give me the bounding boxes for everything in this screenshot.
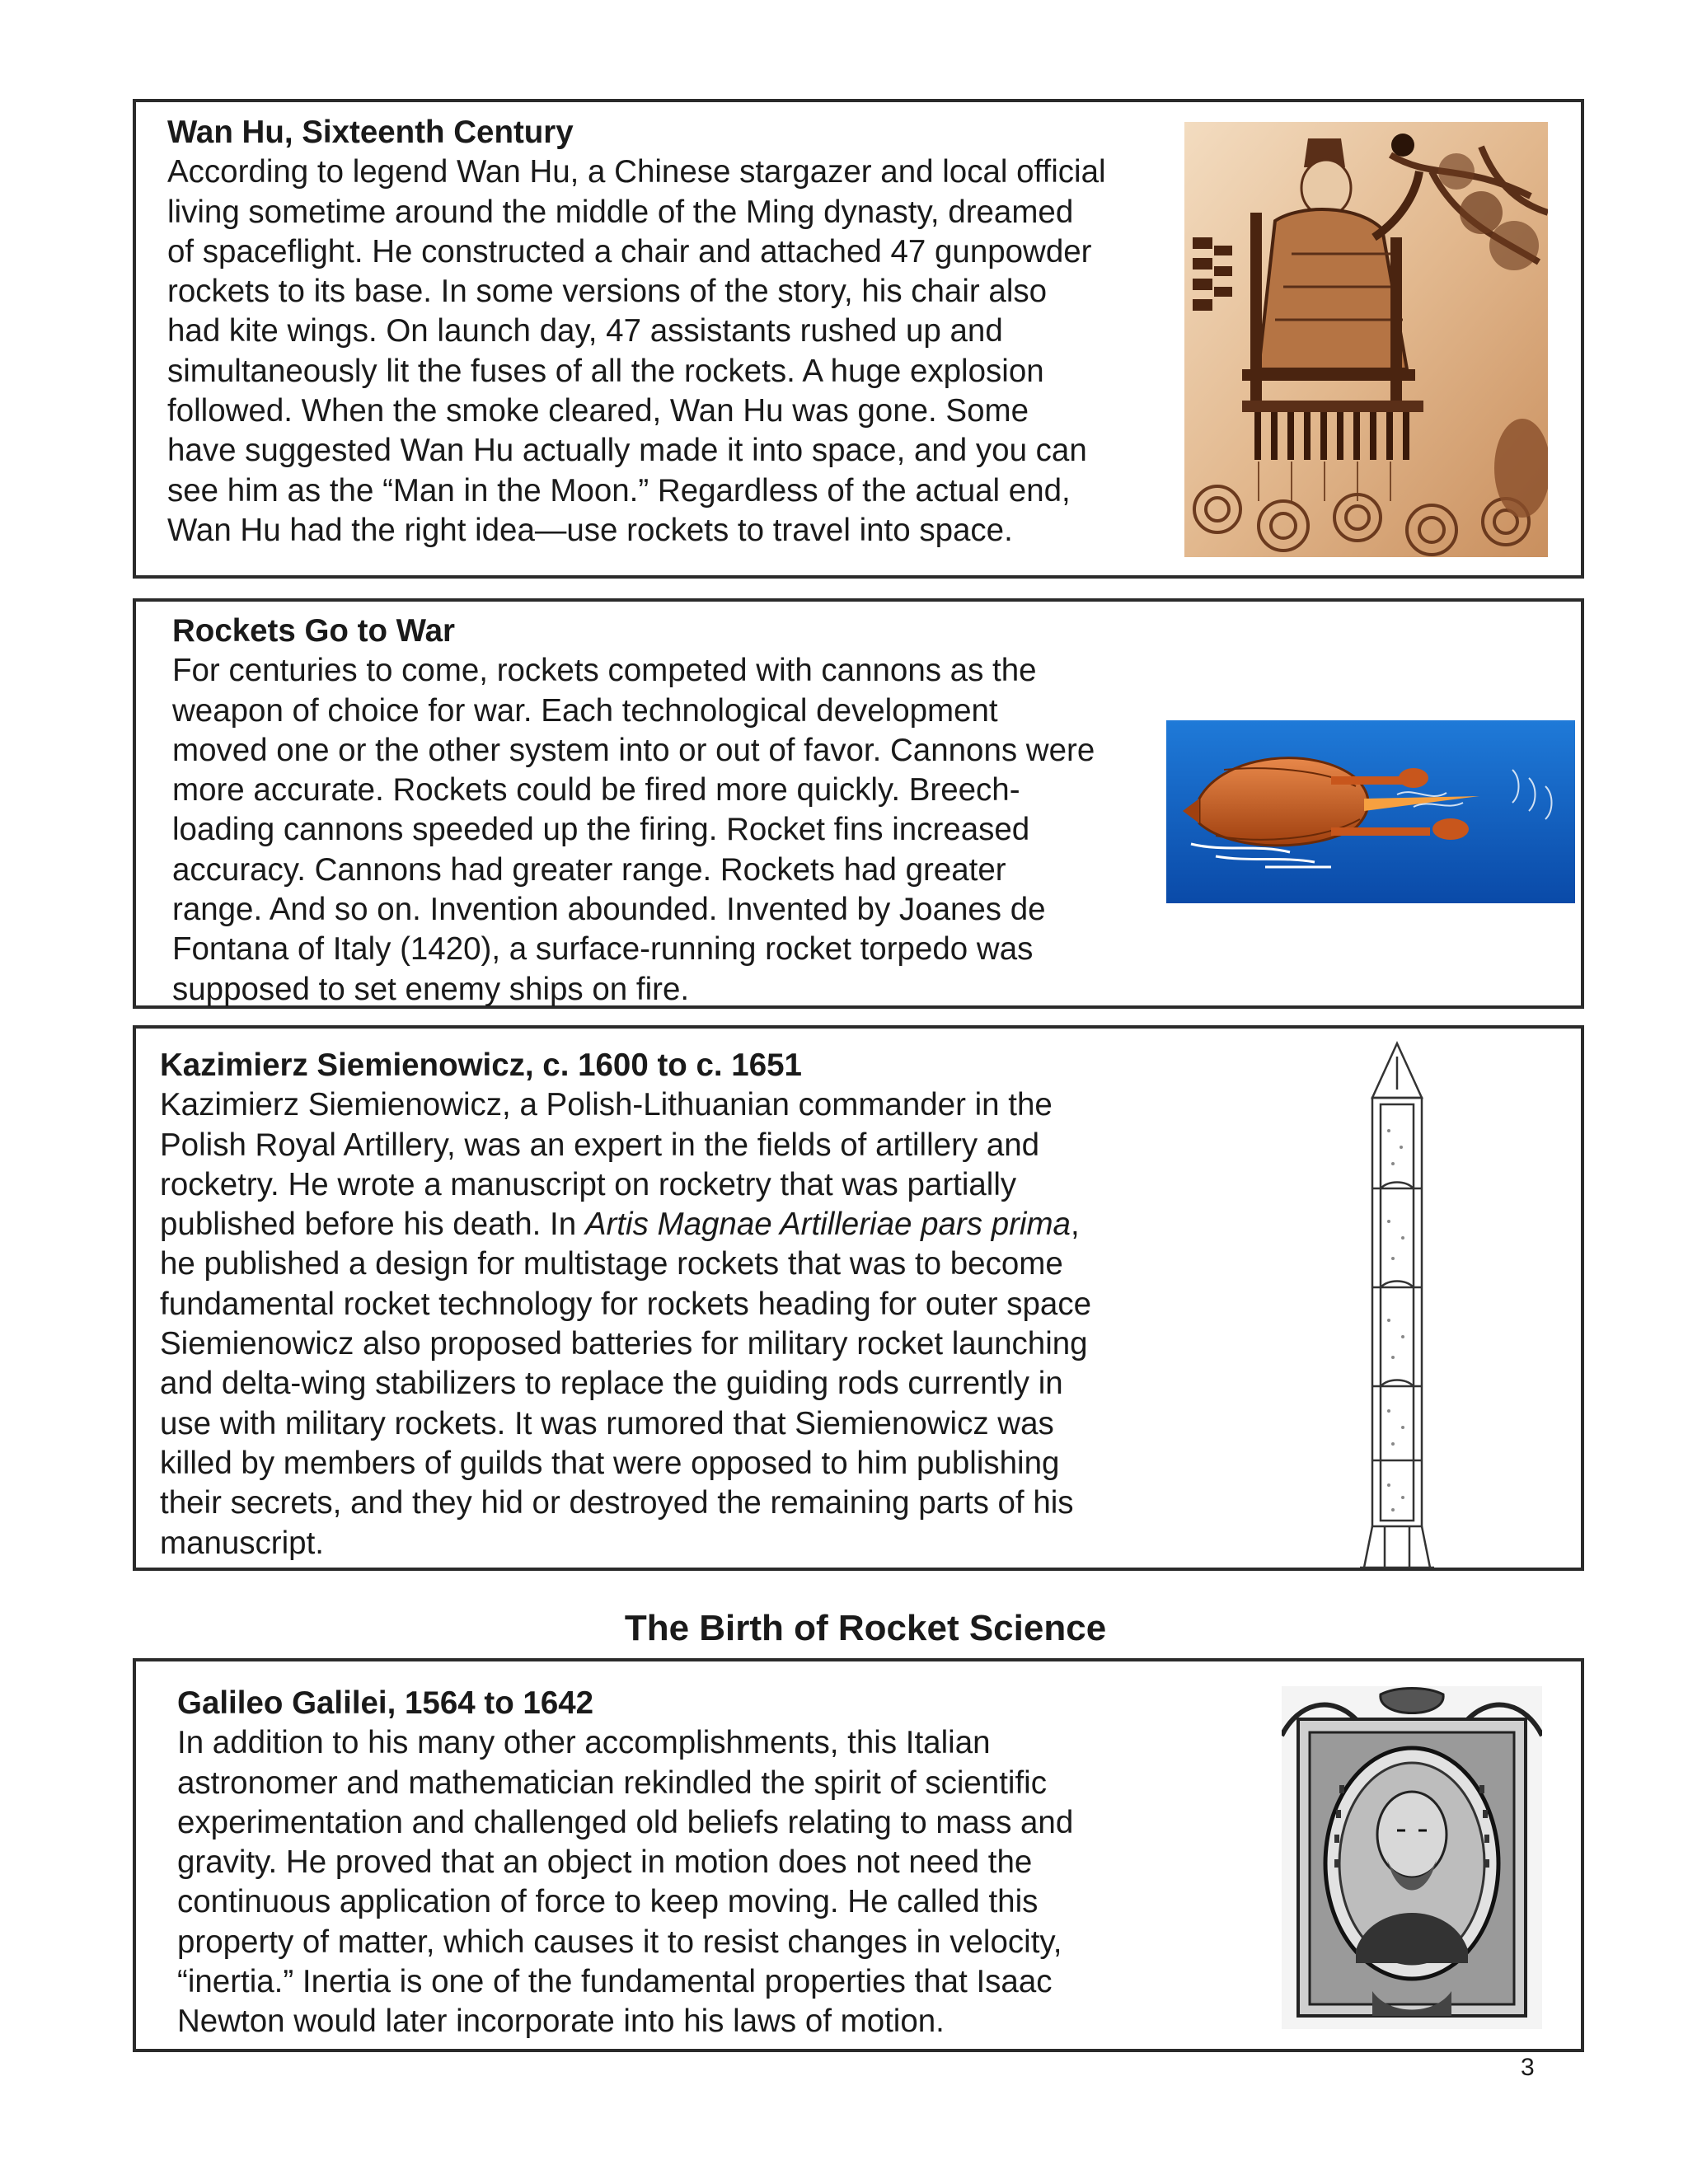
- text-line: supposed to set enemy ships on fire.: [172, 971, 690, 1007]
- siemienowicz-box: [133, 1025, 1584, 1571]
- rockets-war-text: [172, 612, 1095, 1010]
- section-title: Wan Hu, Sixteenth Century: [167, 115, 574, 150]
- text-line: fundamental rocket technology for rockets heading for outer space: [160, 1286, 1091, 1322]
- section-title: Kazimierz Siemienowicz, c. 1600 to c. 1651: [160, 1047, 802, 1083]
- text-line: loading cannons speeded up the firing. Rocket fins increased: [172, 812, 1030, 848]
- text-line: manuscript.: [160, 1525, 324, 1561]
- text-line: rockets to its base. In some versions of the story, his chair also: [167, 274, 1048, 310]
- text-line: use with military rockets. It was rumored that Siemienowicz was: [160, 1405, 1054, 1441]
- rockets-war-box: [133, 598, 1584, 1009]
- rocket-torpedo-illustration: [1166, 720, 1575, 903]
- text-line: [160, 1205, 1091, 1244]
- galileo-text: [177, 1684, 1073, 2042]
- text-line: see him as the “Man in the Moon.” Regardless of the actual end,: [167, 472, 1071, 509]
- text-line: In addition to his many other accomplishments, this Italian: [177, 1725, 991, 1761]
- text-line: had kite wings. On launch day, 47 assistants rushed up and: [167, 313, 1003, 349]
- siemienowicz-text: [160, 1046, 1091, 1563]
- text-line: Kazimierz Siemienowicz, a Polish-Lithuanian commander in the: [160, 1087, 1053, 1123]
- wan-hu-text: [167, 113, 1106, 551]
- text-line: more accurate. Rockets could be fired more quickly. Breech-: [172, 772, 1020, 808]
- text-line: gravity. He proved that an object in motion does not need the: [177, 1844, 1033, 1881]
- text-line: property of matter, which causes it to resist changes in velocity,: [177, 1924, 1062, 1960]
- text-line: Wan Hu had the right idea—use rockets to travel into space.: [167, 512, 1013, 548]
- text-fragment: published before his death. In: [160, 1207, 585, 1243]
- galileo-portrait: [1282, 1686, 1542, 2029]
- text-line: Fontana of Italy (1420), a surface-running rocket torpedo was: [172, 931, 1034, 968]
- text-fragment: ,: [1070, 1207, 1080, 1243]
- text-line: have suggested Wan Hu actually made it into space, and you can: [167, 433, 1087, 469]
- text-line: and delta-wing stabilizers to replace the guiding rods currently in: [160, 1366, 1063, 1402]
- text-line: followed. When the smoke cleared, Wan Hu was gone. Some: [167, 393, 1029, 429]
- text-line: he published a design for multistage rockets that was to become: [160, 1246, 1063, 1282]
- text-line: For centuries to come, rockets competed with cannons as the: [172, 653, 1037, 689]
- text-line: According to legend Wan Hu, a Chinese stargazer and local official: [167, 154, 1106, 190]
- text-line: continuous application of force to keep moving. He called this: [177, 1884, 1039, 1920]
- text-line: killed by members of guilds that were opposed to him publishing: [160, 1445, 1060, 1481]
- section-heading: The Birth of Rocket Science: [624, 1608, 1107, 1648]
- text-line: weapon of choice for war. Each technological development: [172, 692, 998, 729]
- text-line: simultaneously lit the fuses of all the rockets. A huge explosion: [167, 353, 1044, 389]
- wan-hu-box: [133, 99, 1584, 579]
- text-line: moved one or the other system into or out of favor. Cannons were: [172, 732, 1095, 768]
- text-line: Polish Royal Artillery, was an expert in the fields of artillery and: [160, 1127, 1040, 1163]
- book-title: Artis Magnae Artilleriae pars prima: [584, 1207, 1071, 1243]
- text-line: accuracy. Cannons had greater range. Rockets had greater: [172, 851, 1006, 888]
- text-line: range. And so on. Invention abounded. Invented by Joanes de: [172, 892, 1046, 928]
- text-line: experimentation and challenged old beliefs relating to mass and: [177, 1804, 1074, 1840]
- text-line: Siemienowicz also proposed batteries for military rocket launching: [160, 1326, 1088, 1362]
- text-line: astronomer and mathematician rekindled the spirit of scientific: [177, 1765, 1047, 1801]
- galileo-box: [133, 1658, 1584, 2052]
- text-line: Newton would later incorporate into his laws of motion.: [177, 2004, 945, 2040]
- page-number: 3: [1521, 2054, 1535, 2081]
- multistage-rocket-diagram: [1352, 1040, 1442, 1572]
- text-line: their secrets, and they hid or destroyed the remaining parts of his: [160, 1485, 1074, 1521]
- wan-hu-illustration: [1184, 122, 1548, 557]
- section-title: Galileo Galilei, 1564 to 1642: [177, 1685, 594, 1721]
- text-line: “inertia.” Inertia is one of the fundamental properties that Isaac: [177, 1964, 1053, 2000]
- text-line: of spaceflight. He constructed a chair and attached 47 gunpowder: [167, 233, 1092, 269]
- text-line: living sometime around the middle of the Ming dynasty, dreamed: [167, 194, 1074, 230]
- section-title: Rockets Go to War: [172, 613, 455, 649]
- text-line: rocketry. He wrote a manuscript on rocketry that was partially: [160, 1166, 1017, 1202]
